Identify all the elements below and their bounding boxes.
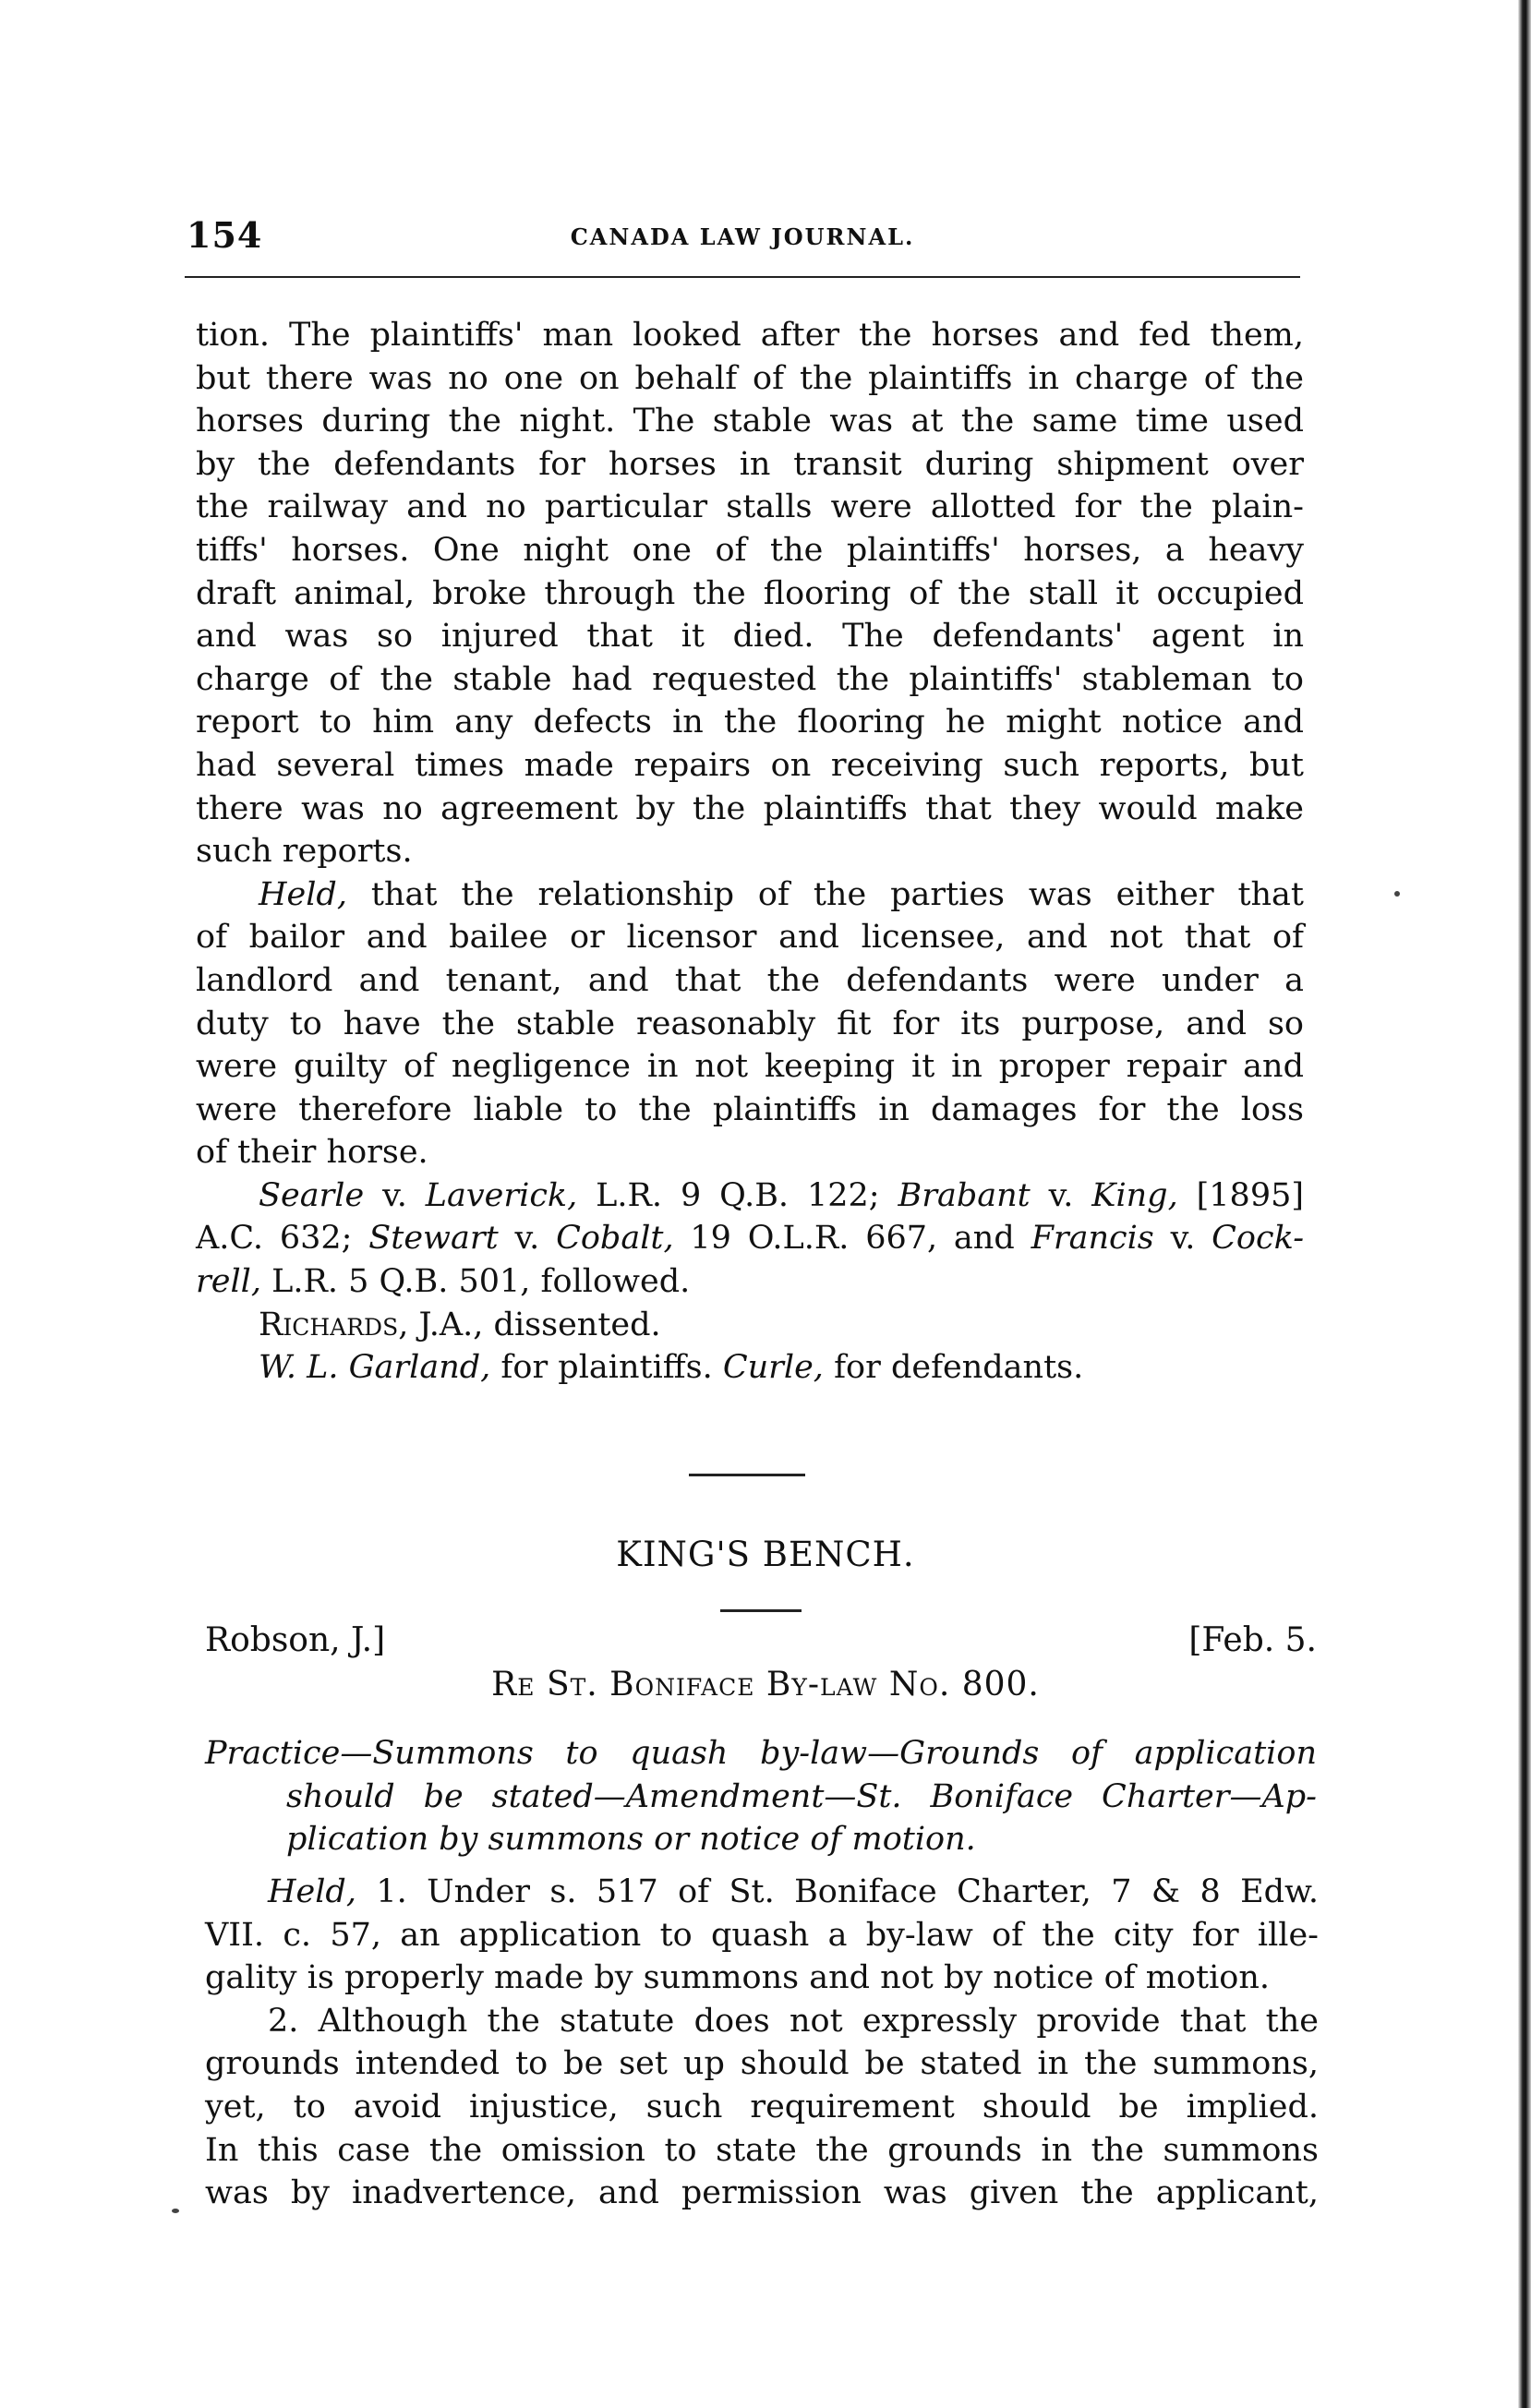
headnote-line: should be stated—Amendment—St. Boniface Charter—Ap- — [286, 1777, 1317, 1815]
headnote-line: plication by summons or notice of motion. — [286, 1821, 976, 1859]
section-title: KING'S BENCH. — [616, 1535, 915, 1574]
body-line: horses during the night. The stable was at the same time used — [196, 403, 1304, 440]
page-number: 154 — [187, 214, 263, 256]
page-header — [185, 214, 1300, 260]
decision-date: [Feb. 5. — [1188, 1621, 1317, 1659]
case-body — [196, 314, 1304, 1390]
held-line: grounds intended to be set up should be stated in the summons, — [205, 2045, 1319, 2083]
plaintiff-counsel: W. L. Garland, — [259, 1349, 491, 1387]
dissenting-judge: Richards, — [259, 1306, 409, 1343]
dissent-line: Richards, J.A., dissented. — [259, 1306, 661, 1343]
body-line: draft animal, broke through the flooring of the stall it occupied — [196, 574, 1304, 612]
citation-line: rell, L.R. 5 Q.B. 501, followed. — [196, 1263, 691, 1301]
citation-line: A.C. 632; Stewart v. Cobalt, 19 O.L.R. 667, and Francis v. Cock- — [196, 1220, 1305, 1258]
held-line: In this case the omission to state the grounds in the summons — [205, 2131, 1319, 2169]
held-line: duty to have the stable reasonably fit for its purpose, and so — [196, 1005, 1304, 1042]
body-line: tiffs' horses. One night one of the plaintiffs' horses, a heavy — [196, 531, 1304, 569]
held-line: was by inadvertence, and permission was given the applicant, — [205, 2174, 1319, 2212]
body-line: had several times made repairs on receiving such reports, but — [196, 746, 1304, 784]
header-rule — [185, 276, 1300, 278]
print-speck — [1394, 891, 1400, 897]
body-line: tion. The plaintiffs' man looked after the horses and fed them, — [196, 317, 1304, 354]
held-line: landlord and tenant, and that the defendants were under a — [196, 961, 1304, 999]
held-line: yet, to avoid injustice, such requirement should be implied. — [205, 2088, 1319, 2125]
body-line: report to him any defects in the flooring he might notice and — [196, 704, 1304, 741]
section-divider — [689, 1474, 805, 1476]
held-line: were guilty of negligence in not keeping it in proper repair and — [196, 1048, 1304, 1086]
held-line: of their horse. — [196, 1134, 428, 1172]
counsel-line: W. L. Garland, for plaintiffs. Curle, for defendants. — [259, 1349, 1084, 1387]
headnote — [205, 1732, 1317, 1861]
held-line: Held, that the relationship of the parties was either that — [259, 875, 1304, 913]
headnote-line: Practice—Summons to quash by-law—Grounds of application — [205, 1735, 1317, 1772]
body-line: there was no agreement by the plaintiffs that they would make — [196, 789, 1304, 827]
held-label: Held, — [268, 1873, 356, 1910]
held-line: of bailor and bailee or licensor and licensee, and not that of — [196, 919, 1304, 957]
held-line: VII. c. 57, an application to quash a by-law of the city for ille- — [205, 1916, 1319, 1954]
body-line: charge of the stable had requested the plaintiffs' stableman to — [196, 660, 1304, 698]
body-line: by the defendants for horses in transit during shipment over — [196, 445, 1304, 483]
body-line: and was so injured that it died. The defendants' agent in — [196, 618, 1304, 656]
held-label: Held, — [259, 875, 347, 913]
citation-line: Searle v. Laverick, L.R. 9 Q.B. 122; Brabant v. King, [1895] — [259, 1176, 1305, 1214]
held-line: were therefore liable to the plaintiffs in damages for the loss — [196, 1090, 1304, 1128]
held-line: gality is properly made by summons and not by notice of motion. — [205, 1959, 1271, 1997]
title-rule — [720, 1609, 802, 1612]
defendant-counsel: Curle, — [722, 1349, 824, 1387]
held-line: Held, 1. Under s. 517 of St. Boniface Charter, 7 & 8 Edw. — [268, 1873, 1319, 1910]
body-line: such reports. — [196, 833, 413, 871]
body-line: but there was no one on behalf of the plaintiffs in charge of the — [196, 359, 1304, 397]
body-line: the railway and no particular stalls were allotted for the plain- — [196, 488, 1304, 526]
page-edge-shadow — [1518, 0, 1531, 2408]
case-title: Re St. Boniface By-law No. 800. — [491, 1666, 1040, 1704]
held-line: 2. Although the statute does not expressly provide that the — [268, 2002, 1319, 2040]
held-section — [205, 1871, 1319, 2215]
running-head: CANADA LAW JOURNAL. — [570, 223, 915, 250]
print-speck — [172, 2209, 179, 2213]
judge-name: Robson, J.] — [205, 1621, 386, 1659]
